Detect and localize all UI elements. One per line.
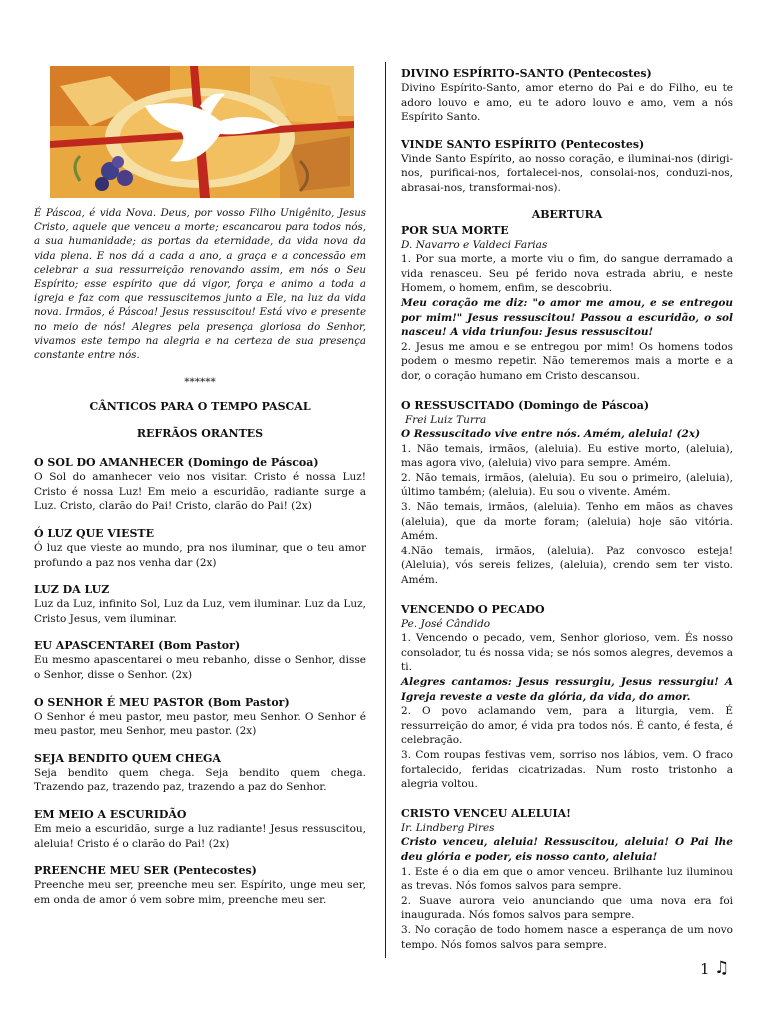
song-title-luz-da-luz: LUZ DA LUZ (34, 583, 110, 597)
song-title-eu-apascentarei: EU APASCENTAREI (Bom Pastor) (34, 639, 241, 653)
song-verse-o-ressuscitado-1: 1. Não temais, irmãos, (aleluia). Eu estive morto, (aleluia), mas agora vivo, (aleluia) vivo para sempre. Amém. (401, 442, 733, 470)
song-text-eu-apascentarei: Eu mesmo apascentarei o meu rebanho, disse o Senhor, disse o Senhor, disse o Senhor. (2x) (34, 654, 366, 681)
song-verse-o-ressuscitado-2: 2. Não temais, irmãos, (aleluia). Eu sou o primeiro, (aleluia), último também; (aleluia). Eu sou o vivente. Amém. (401, 471, 733, 499)
song-refrain-vencendo: Alegres cantamos: Jesus ressurgiu, Jesus ressurgiu! A Igreja reveste a veste da glória, da vida, do amor. (401, 676, 733, 703)
song-verse-vencendo-1: 1. Vencendo o pecado, vem, Senhor glorioso, vem. És nosso consolador, tu és nossa vida; se nós somos alegres, devemos a ti. (401, 632, 733, 674)
song-title-o-luz: Ó LUZ QUE VIESTE (34, 527, 154, 541)
song-text-o-luz: Ó luz que vieste ao mundo, pra nos iluminar, que o teu amor profundo a paz nos venha dar (2x) (34, 542, 366, 569)
song-author-cristo-venceu: Ir. Lindberg Pires (401, 821, 495, 834)
song-title-vinde-santo-espirito: VINDE SANTO ESPÍRITO (Pentecostes) (401, 137, 645, 151)
right-column (401, 66, 733, 952)
song-text-em-meio-a-escuridao: Em meio a escuridão, surge a luz radiante! Jesus ressuscitou, aleluia! Cristo é o clarão do Pai! (2x) (34, 822, 366, 850)
song-author-o-ressuscitado: Frei Luiz Turra (405, 413, 487, 426)
song-text-o-sol: O Sol do amanhecer veio nos visitar. Cristo é nossa Luz! Cristo é nossa Luz! Em meio a escuridão, radiante surge a Luz. Cristo, clarão do Pai! Cristo, clarão do Pai! (2x) (34, 471, 366, 513)
song-verse-cristo-venceu-1: 1. Este é o dia em que o amor venceu. Brilhante luz iluminou as trevas. Nós fomos salvos para sempre. (401, 865, 733, 893)
song-text-divino-espirito-santo: Divino Espírito-Santo, amor eterno do Pai e do Filho, eu te adoro louvo e amo, eu te adoro louvo e amo, vem a nós Espírito Santo. (401, 82, 733, 124)
song-title-em-meio-a-escuridao: EM MEIO A ESCURIDÃO (34, 807, 187, 821)
song-refrain-cristo-venceu: Cristo venceu, aleluia! Ressuscitou, aleluia! O Pai lhe deu glória e poder, eis nosso canto, aleluia! (401, 836, 733, 863)
song-title-o-senhor-e-meu-pastor: O SENHOR É MEU PASTOR (Bom Pastor) (34, 695, 290, 709)
intro-paragraph: É Páscoa, é vida Nova. Deus, por vosso Filho Unigênito, Jesus Cristo, aquele que venceu a morte; escancarou para todos nós, a sua humanidade; as portas da eternidade, da vida nova da vida plena. E nos dá a cada a ano, a graça e a concessão em celebrar a sua ressurreição renovando assim, em nós o Seu Espírito; esse espírito que dá vigor, força e animo a toda a igreja e faz com que ressuscitemos junto a Ele, na luz da vida nova. Irmãos, é Páscoa! Jesus ressuscitou! Está vivo e presente no meio de nós! Alegres pela presença gloriosa do Senhor, vivamos este tempo na alegria e na certeza de sua presença constante entre nós. (34, 208, 366, 362)
song-title-cristo-venceu: CRISTO VENCEU ALELUIA! (401, 806, 572, 820)
column-divider (385, 62, 386, 958)
song-title-por-sua-morte: POR SUA MORTE (401, 223, 509, 237)
song-refrain-por-sua-morte: Meu coração me diz: "o amor me amou, e se entregou por mim!" Jesus ressuscitou! Passou a escuridão, o sol nasceu! A vida triunfou: Jesus ressuscitou! (401, 296, 733, 339)
song-author-vencendo-o-pecado: Pe. José Cândido (401, 617, 491, 630)
subsection-title: REFRÃOS ORANTES (136, 427, 264, 441)
song-verse-o-ressuscitado-3: 3. Não temais, irmãos, (aleluia). Tenho em mãos as chaves (aleluia), que da morte foram; (aleluia) hoje são vitória. Amém. (401, 501, 733, 543)
song-title-o-ressuscitado: O RESSUSCITADO (Domingo de Páscoa) (401, 398, 650, 412)
song-verse-o-ressuscitado-4: 4.Não temais, irmãos, (aleluia). Paz convosco esteja! (Aleluia), vós sereis felizes, (aleluia), crendo sem ter visto. Amém. (401, 544, 733, 587)
page-number: 1 (700, 960, 710, 978)
song-verse-cristo-venceu-3: 3. No coração de todo homem nasce a esperança de um novo tempo. Nós fomos salvos para sempre. (401, 923, 733, 951)
song-verse-vencendo-3: 3. Com roupas festivas vem, sorriso nos lábios, vem. O fraco fortalecido, feridas cicatrizadas. Num rosto tristonho a alegria voltou. (401, 748, 733, 791)
song-title-seja-bendito: SEJA BENDITO QUEM CHEGA (34, 751, 221, 765)
easter-artwork-image (50, 66, 354, 198)
section-title: CÂNTICOS PARA O TEMPO PASCAL (89, 400, 311, 414)
song-title-o-sol: O SOL DO AMANHECER (Domingo de Páscoa) (34, 456, 319, 470)
song-text-seja-bendito: Seja bendito quem chega. Seja bendito quem chega. Trazendo paz, trazendo paz, trazendo a paz do Senhor. (34, 766, 366, 794)
separator-stars: ****** (184, 376, 216, 389)
song-verse-cristo-venceu-2: 2. Suave aurora veio anunciando que uma nova era foi inaugurada. Nós fomos salvos para sempre. (401, 894, 733, 922)
song-title-divino-espirito-santo: DIVINO ESPÍRITO-SANTO (Pentecostes) (401, 67, 652, 80)
abertura-heading: ABERTURA (531, 207, 603, 221)
left-column (34, 66, 366, 907)
song-verse-por-sua-morte-2: 2. Jesus me amou e se entregou por mim! Os homens todos podem o mesmo repetir. Não temeremos mais a morte e a dor, o coração humano em Cristo descansou. (401, 340, 733, 382)
song-refrain-o-ressuscitado: O Ressuscitado vive entre nós. Amém, aleluia! (2x) (401, 428, 701, 441)
song-text-vinde-santo-espirito: Vinde Santo Espírito, ao nosso coração, e iluminai-nos (dirigi-nos, purificai-nos, fortalecei-nos, consolai-nos, conduzi-nos, abrasai-nos, transformai-nos). (401, 152, 733, 194)
song-text-o-senhor-e-meu-pastor: O Senhor é meu pastor, meu pastor, meu Senhor. O Senhor é meu pastor, meu Senhor, meu pastor. (2x) (34, 710, 366, 738)
song-verse-vencendo-2: 2. O povo aclamando vem, para a liturgia, vem. É ressurreição do amor, é vida pra todos nós. É canto, é festa, é celebração. (401, 705, 733, 747)
song-title-preenche-meu-ser: PREENCHE MEU SER (Pentecostes) (34, 864, 257, 878)
song-text-luz-da-luz: Luz da Luz, infinito Sol, Luz da Luz, vem iluminar. Luz da Luz, Cristo Jesus, vem iluminar. (34, 598, 366, 625)
song-verse-por-sua-morte-1: 1. Por sua morte, a morte viu o fim, do sangue derramado a vida renasceu. Seu pé ferido nova estrada abriu, e neste Homem, o homem, enfim, se descobriu. (401, 253, 733, 295)
song-text-preenche-meu-ser: Preenche meu ser, preenche meu ser. Espírito, unge meu ser, em onda de amor ó vem sobre mim, preenche meu ser. (34, 879, 366, 906)
song-author-por-sua-morte: D. Navarro e Valdeci Farias (401, 238, 548, 251)
music-note-icon: ♫ (714, 958, 730, 978)
song-title-vencendo-o-pecado: VENCENDO O PECADO (401, 602, 545, 616)
